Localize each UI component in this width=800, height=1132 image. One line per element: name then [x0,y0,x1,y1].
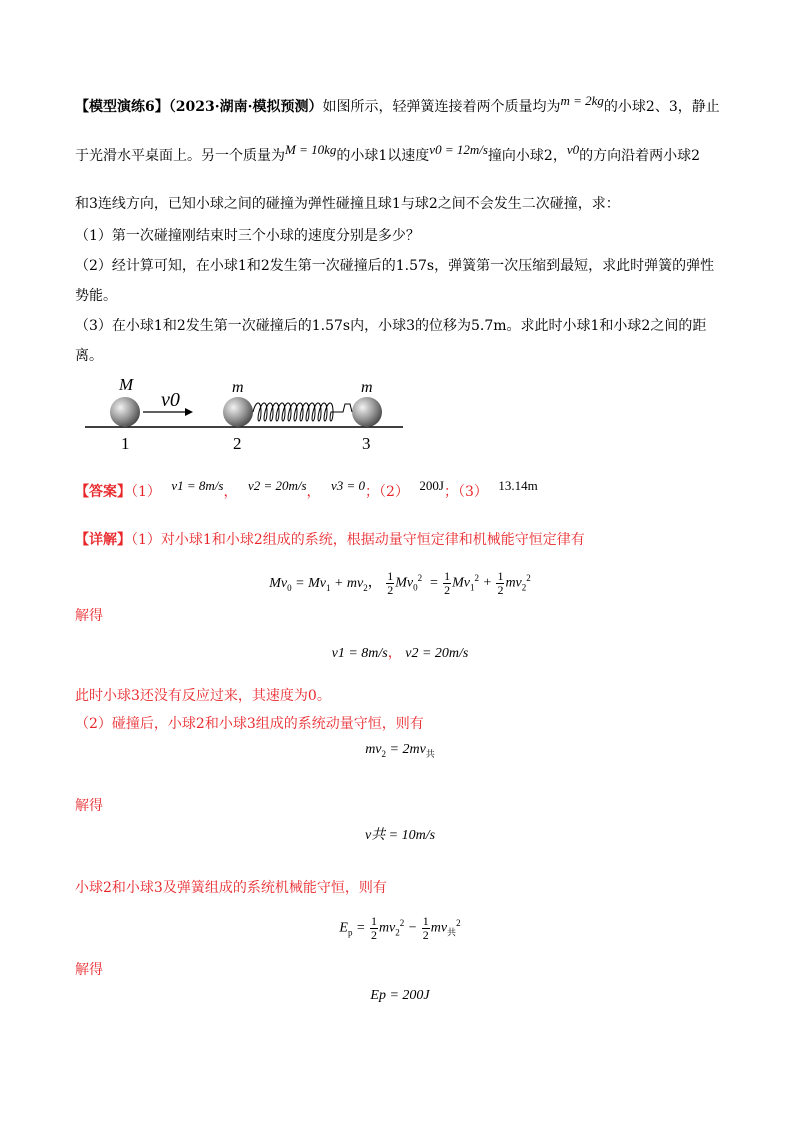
equation-energy-result: Ep = 200J [370,988,430,1003]
answer-part-2: （2） [379,484,409,500]
answer-line [75,478,538,502]
label-m-right: m [361,379,373,396]
question-2-line-1: （2）经计算可知，在小球1和2发生第一次碰撞后的1.57s，弹簧第一次压缩到最短，求此时弹簧的弹性 [75,258,715,274]
question-1: （1）第一次碰撞刚结束时三个小球的速度分别是多少？ [75,228,420,244]
problem-line-2 [75,142,701,166]
problem-text: 撞向小球2， [487,148,567,164]
answer-sep: ， [306,484,321,500]
ball-3-number: 3 [362,434,371,453]
equation-elastic-energy: $E_p$ = $\frac{1}{2}$ $mv_2^2$ − $\frac{1}{2}$ $mv_共^2$ [339,913,461,942]
problem-source: （2023·湖南·模拟预测） [168,99,323,115]
answer-tag: 【答案】 [75,484,131,500]
question-3-line-2: 离。 [75,348,103,364]
answer-distance: 13.14m [498,478,538,493]
result-v1: v1 = 8m/s [331,646,388,661]
solve-label-2: 解得 [75,798,103,814]
label-M: M [119,375,134,394]
solution-part-1-intro [75,530,585,550]
solution-tag: 【详解】 [75,532,131,548]
mass-M-formula: M = 10kg [285,142,337,157]
label-m-left: m [232,379,244,396]
problem-text: 的小球2、3，静止 [603,99,720,115]
equation-v-common: v共 = 10m/s [364,828,436,843]
spring-balls-figure [85,372,405,462]
problem-tag: 【模型演练6】 [75,99,169,115]
question-2-line-2: 势能。 [75,288,117,304]
ball-1 [110,397,140,427]
solve-label-3: 解得 [75,962,103,978]
problem-text: 如图所示，轻弹簧连接着两个质量均为 [322,99,561,115]
answer-sep: ； [443,484,458,500]
equation-momentum-2-3: $mv_2 = 2mv_共$ [365,742,435,759]
answer-part-1: （1） [131,484,161,500]
problem-text: 的方向沿着两小球2 [579,148,701,164]
problem-line-1 [75,93,720,117]
answer-energy: 200J [419,478,444,493]
equation-momentum-energy: $Mv_0 = Mv_1 + mv_2$， $\frac{1}{2}$ $Mv_0^2$ = $\frac{1}{2}$ $Mv_1^2$ + $\frac{1}{2}$ $mv_2^2$ [269,568,531,597]
spring-coil [253,403,352,421]
ball-2-number: 2 [233,434,242,453]
solve-label-1: 解得 [75,608,103,624]
question-3-line-1: （3）在小球1和2发生第一次碰撞后的1.57s内，小球3的位移为5.7m。求此时小球1和小球2之间的距 [75,318,707,334]
answer-v2: v2 = 20m/s [247,478,307,493]
solution-text: （1）对小球1和小球2组成的系统，根据动量守恒定律和机械能守恒定律有 [131,532,585,548]
mass-m-formula: m = 2kg [560,93,604,108]
answer-v3: v3 = 0 [331,478,366,493]
solution-energy-intro: 小球2和小球3及弹簧组成的系统机械能守恒，则有 [75,880,387,896]
equation-result-1: v1 = 8m/s， v2 = 20m/s [331,646,469,661]
answer-v1: v1 = 8m/s [171,478,224,493]
problem-text: 于光滑水平桌面上。另一个质量为 [75,148,285,164]
answer-sep: ， [223,484,238,500]
label-v0: v0 [161,389,180,411]
problem-line-3: 和3连线方向，已知小球之间的碰撞为弹性碰撞且球1与球2之间不会发生二次碰撞，求： [75,196,620,212]
ball-3 [352,397,382,427]
v0-symbol: v0 [566,142,580,157]
answer-part-3: （3） [457,484,488,500]
answer-sep: ； [365,484,380,500]
ball-2 [223,397,253,427]
solution-ball-3-note: 此时小球3还没有反应过来，其速度为0。 [75,688,331,704]
problem-text: 的小球1以速度 [336,148,430,164]
velocity-arrowhead [185,408,193,416]
solution-part-2-intro: （2）碰撞后，小球2和小球3组成的系统动量守恒，则有 [75,716,424,732]
ball-1-number: 1 [121,434,130,453]
v0-formula: v0 = 12m/s [429,142,488,157]
result-v2: v2 = 20m/s [405,646,469,661]
